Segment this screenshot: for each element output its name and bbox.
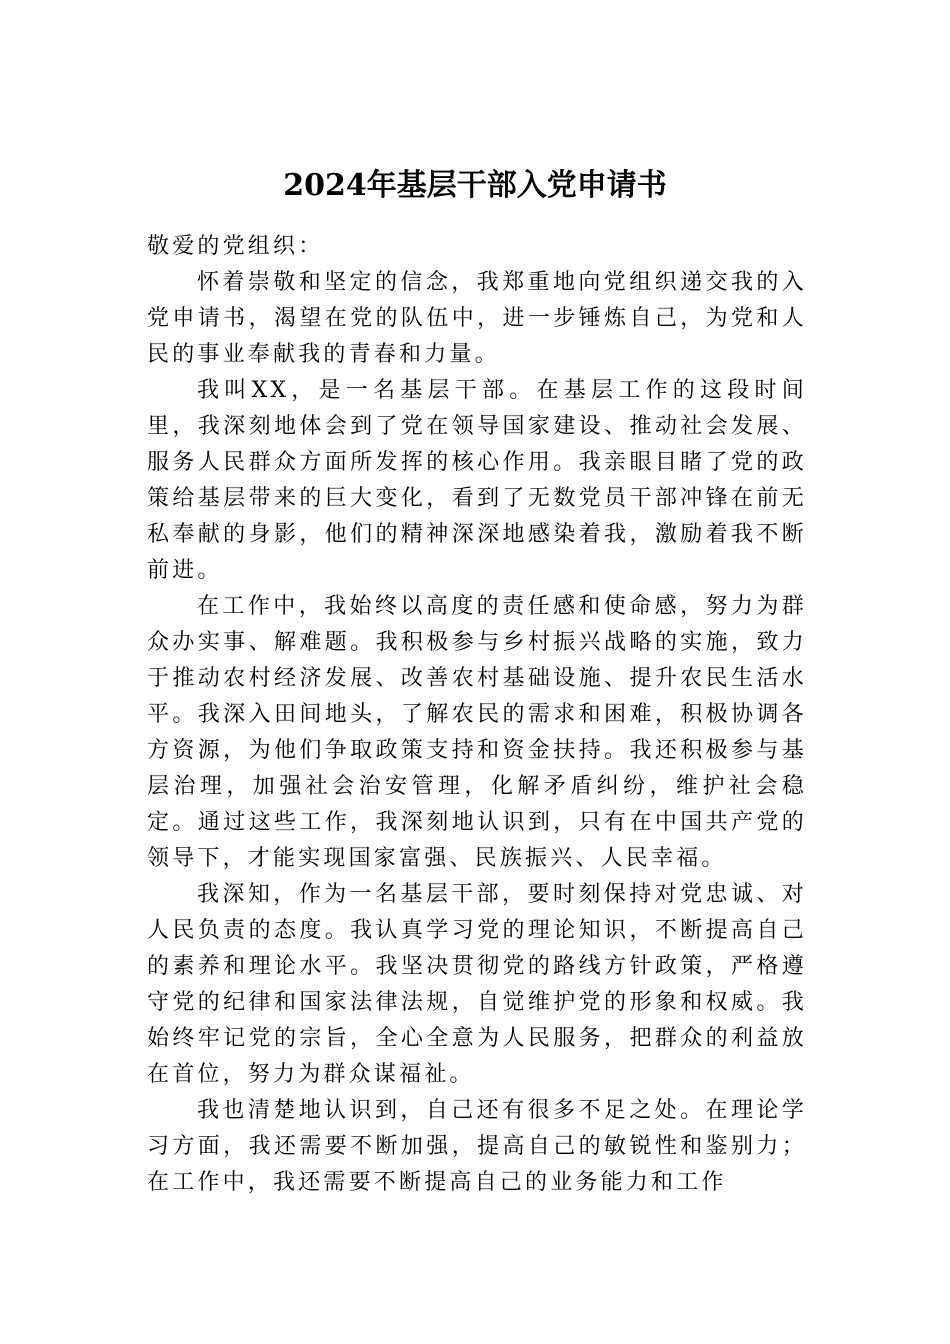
paragraph-work: 在工作中，我始终以高度的责任感和使命感，努力为群众办实事、解难题。我积极参与乡村振兴战略的实施，致力于推动农村经济发展、改善农村基础设施、提升农民生活水平。我深入田间地头，了解农民的需求和困难，积极协调各方资源，为他们争取政策支持和资金扶持。我还积极参与基层治理，加强社会治安管理，化解矛盾纠纷，维护社会稳定。通过这些工作，我深刻地认识到，只有在中国共产党的领导下，才能实现国家富强、民族振兴、人民幸福。 [147, 594, 807, 871]
paragraph-self-introduction: 我叫XX，是一名基层干部。在基层工作的这段时间里，我深刻地体会到了党在领导国家建设、推动社会发展、服务人民群众方面所发挥的核心作用。我亲眼目睹了党的政策给基层带来的巨大变化，看到了无数党员干部冲锋在前无私奉献的身影，他们的精神深深地感染着我，激励着我不断前进。 [147, 378, 807, 583]
paragraph-commitment: 我深知，作为一名基层干部，要时刻保持对党忠诚、对人民负责的态度。我认真学习党的理论知识，不断提高自己的素养和理论水平。我坚决贯彻党的路线方针政策，严格遵守党的纪律和国家法律法规，自觉维护党的形象和权威。我始终牢记党的宗旨，全心全意为人民服务，把群众的利益放在首位，努力为群众谋福祉。 [147, 882, 807, 1087]
document-title: 2024年基层干部入党申请书 [283, 168, 667, 203]
paragraph-intro: 怀着崇敬和坚定的信念，我郑重地向党组织递交我的入党申请书，渴望在党的队伍中，进一步锤炼自己，为党和人民的事业奉献我的青春和力量。 [147, 270, 807, 367]
paragraph-shortcomings: 我也清楚地认识到，自己还有很多不足之处。在理论学习方面，我还需要不断加强，提高自己的敏锐性和鉴别力；在工作中，我还需要不断提高自己的业务能力和工作 [147, 1098, 807, 1195]
document-body [147, 227, 807, 1201]
salutation: 敬爱的党组织： [147, 234, 324, 259]
